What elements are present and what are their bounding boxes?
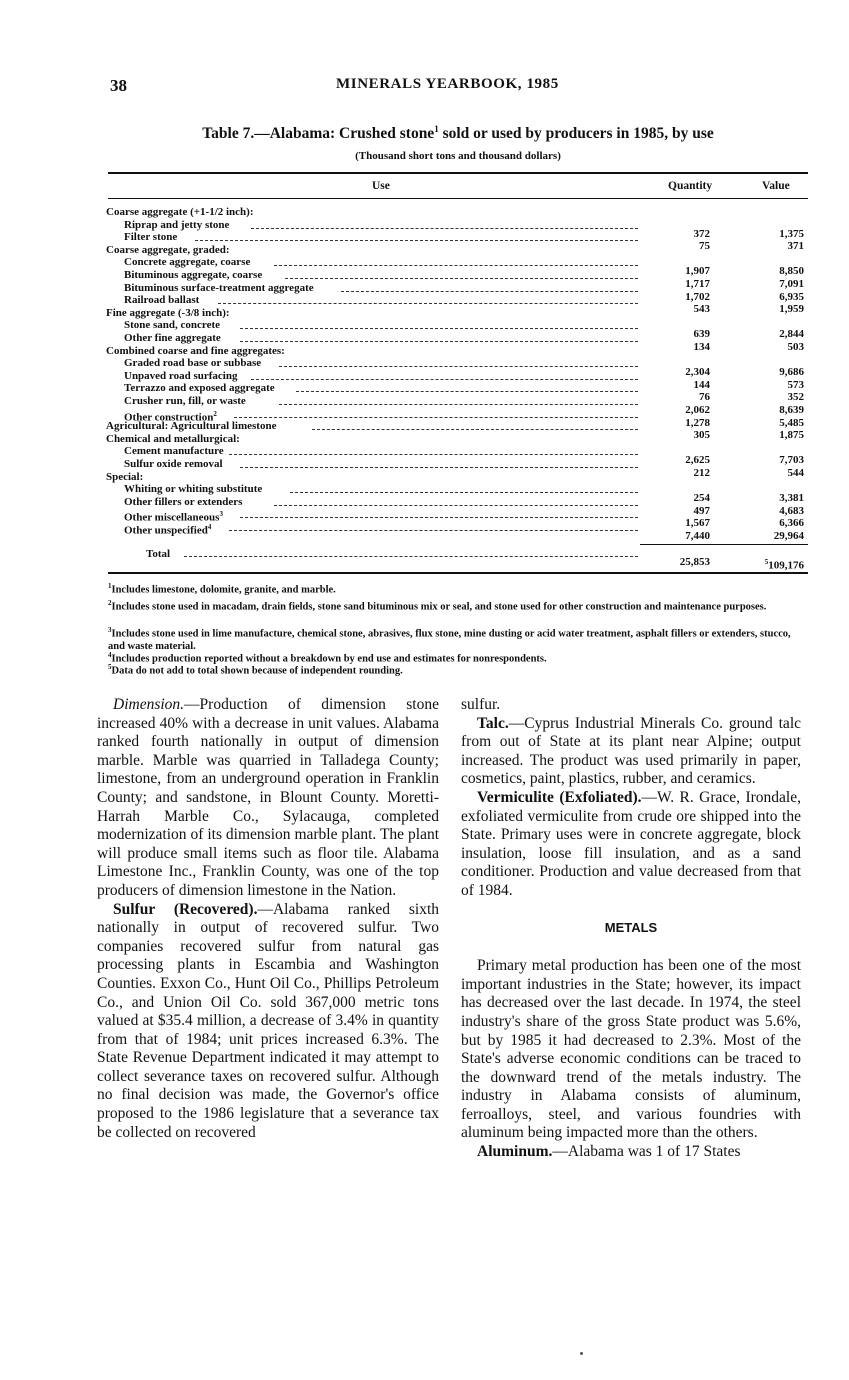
row-label-text: Terrazzo and exposed aggregate bbox=[124, 382, 275, 395]
row-leader bbox=[296, 391, 638, 392]
table-row-label bbox=[124, 395, 246, 407]
row-value: 9,686 bbox=[779, 366, 804, 379]
total-value bbox=[714, 556, 804, 572]
row-leader bbox=[240, 341, 638, 342]
row-value: 7,091 bbox=[779, 278, 804, 290]
running-title: MINERALS YEARBOOK, 1985 bbox=[336, 76, 559, 92]
row-label-text: Bituminous aggregate, coarse bbox=[124, 269, 263, 281]
row-quantity: 2,625 bbox=[685, 454, 710, 467]
page-number: 38 bbox=[110, 76, 127, 95]
footnote-mark: 4 bbox=[108, 651, 112, 659]
table-title bbox=[108, 124, 808, 143]
row-label-text: Fine aggregate (-3/8 inch): bbox=[106, 306, 230, 319]
footnote-5 bbox=[108, 661, 808, 678]
row-leader bbox=[234, 417, 638, 418]
row-value: 3,381 bbox=[779, 492, 804, 505]
row-quantity: 1,702 bbox=[685, 290, 710, 303]
table-header-rule bbox=[108, 198, 808, 199]
footnote-1 bbox=[108, 580, 808, 597]
footnote-text: Includes limestone, dolomite, granite, and marble. bbox=[111, 584, 336, 596]
row-label-text: Other construction bbox=[124, 411, 214, 424]
row-quantity: 144 bbox=[693, 378, 710, 391]
row-value: 29,964 bbox=[773, 530, 804, 542]
table-bottom-rule bbox=[108, 572, 808, 574]
row-label-text: Agricultural: Agricultural limestone bbox=[106, 420, 277, 433]
column-header-quantity: Quantity bbox=[668, 180, 713, 192]
row-leader bbox=[312, 429, 638, 430]
row-leader bbox=[279, 366, 638, 367]
row-leader bbox=[285, 278, 638, 279]
table-row-label bbox=[124, 256, 250, 268]
row-value: 1,959 bbox=[779, 303, 804, 316]
row-quantity: 75 bbox=[699, 240, 710, 253]
footnote-mark: 1 bbox=[108, 582, 112, 590]
row-label-text: Coarse aggregate (+1-1/2 inch): bbox=[106, 206, 254, 218]
table-row-label bbox=[124, 282, 314, 294]
row-label-text: Cement manufacture bbox=[124, 445, 224, 458]
table-group-label bbox=[106, 244, 230, 256]
paragraph-text: —Production of dimension stone increased 40% with a decrease in unit values. Alabama ranked fourth nationally in output of dimension marble. Marble was quarried in Talladega County; limestone, from an underground operation in Franklin County; and sandstone, in Blount County. Moretti-Harrah Marble Co., Sylacauga, completed modernization of its dimension marble plant. The plant will produce small items such as floor tile. Alabama Limestone Inc., Franklin County, was one of the top producers of dimension limestone in the Nation. bbox=[97, 696, 439, 899]
row-quantity: 76 bbox=[699, 391, 710, 404]
row-value: 544 bbox=[787, 467, 804, 479]
total-quantity: 25,853 bbox=[679, 556, 710, 568]
row-value: 1,875 bbox=[779, 429, 804, 442]
row-leader bbox=[251, 228, 638, 229]
row-label-text: Riprap and jetty stone bbox=[124, 218, 230, 231]
table-row-label bbox=[124, 521, 211, 537]
row-value: 503 bbox=[787, 341, 804, 353]
paragraph-sulfur bbox=[97, 901, 439, 1143]
table-row-label bbox=[124, 269, 262, 281]
table-group-label bbox=[106, 307, 230, 319]
table-group-label bbox=[106, 420, 276, 432]
row-leader bbox=[290, 492, 638, 493]
footnote-mark: 3 bbox=[108, 626, 112, 634]
footnote-text: Includes stone used in lime manufacture, chemical stone, abrasives, flux stone, mine dusting or acid water treatment, asphalt fillers or extenders, stucco, and waste material. bbox=[108, 628, 791, 652]
body-column-left bbox=[97, 696, 439, 1142]
row-quantity: 639 bbox=[693, 328, 710, 341]
row-value: 8,850 bbox=[779, 265, 804, 278]
table-title-main: Table 7.—Alabama: Crushed stone bbox=[202, 125, 435, 143]
footnote-text: Includes stone used in macadam, drain fields, stone sand bituminous mix or seal, and stone used for other construction and maintenance purposes. bbox=[111, 601, 767, 613]
row-value: 573 bbox=[787, 378, 804, 391]
row-label-text: Other unspecified bbox=[124, 524, 208, 537]
footnote-mark: 5 bbox=[108, 663, 112, 671]
paragraph-text: —Alabama ranked sixth nationally in output of recovered sulfur. Two companies recovered sulfur from natural gas processing plants in Escambia and Washington Counties. Exxon Co., Hunt Oil Co., Phillips Petroleum Co., and Union Oil Co. sold 367,000 metric tons valued at $35.4 million, a decrease of 3.4% in quantity from that of 1984; unit prices increased 6.3%. The State Revenue Department indicated it may attempt to collect severance taxes on recovered sulfur. Although no final decision was made, the Governor's office proposed to the 1986 legislature that a severance tax be collected on recovered bbox=[97, 900, 439, 1141]
footnote-2 bbox=[108, 597, 808, 614]
row-quantity: 1,278 bbox=[685, 416, 710, 429]
row-leader bbox=[218, 303, 638, 304]
paragraph-sulfur-continued: sulfur. bbox=[461, 696, 501, 713]
row-leader bbox=[279, 404, 638, 405]
row-quantity: 497 bbox=[693, 504, 710, 517]
table-row-label bbox=[124, 382, 275, 394]
paragraph-dimension bbox=[97, 696, 439, 901]
row-label-text: Whiting or whiting substitute bbox=[124, 483, 263, 496]
row-label-text: Other fine aggregate bbox=[124, 332, 221, 344]
paragraph-lead: Dimension. bbox=[113, 696, 185, 713]
table-top-rule bbox=[108, 172, 808, 174]
table-row-label bbox=[124, 357, 261, 369]
table-title-footnote-mark: 1 bbox=[434, 124, 439, 134]
paragraph-text: —W. R. Grace, Irondale, exfoliated vermiculite from crude ore shipped into the State. Primary uses were in concrete aggregate, block insulation, loose fill insulation, and as a sand conditioner. Production and value decreased from that of 1984. bbox=[461, 788, 801, 899]
page-speck bbox=[580, 1352, 583, 1355]
total-label: Total bbox=[146, 548, 171, 560]
table-row-label bbox=[124, 319, 220, 331]
row-value: 6,366 bbox=[779, 517, 804, 530]
row-value: 2,844 bbox=[779, 328, 804, 341]
row-quantity: 2,062 bbox=[685, 404, 710, 416]
row-label-text: Concrete aggregate, coarse bbox=[124, 256, 251, 269]
table-group-label bbox=[106, 471, 143, 483]
row-value: 7,703 bbox=[779, 454, 804, 467]
row-label-text: Special: bbox=[106, 470, 144, 483]
row-value: 1,375 bbox=[779, 227, 804, 240]
row-leader bbox=[251, 379, 638, 380]
paragraph-lead: Vermiculite (Exfoliated). bbox=[477, 788, 642, 806]
paragraph-lead: Aluminum. bbox=[477, 1143, 553, 1161]
row-quantity: 212 bbox=[693, 467, 710, 479]
row-label-text: Sulfur oxide removal bbox=[124, 458, 223, 470]
row-label-text: Other fillers or extenders bbox=[124, 495, 243, 508]
table-row-label bbox=[124, 231, 177, 243]
row-value: 6,935 bbox=[779, 290, 804, 303]
paragraph-aluminum bbox=[461, 1143, 801, 1162]
row-label-text: Crusher run, fill, or waste bbox=[124, 395, 246, 407]
row-quantity: 1,567 bbox=[685, 517, 710, 530]
footnote-text: Data do not add to total shown because of independent rounding. bbox=[111, 665, 403, 677]
total-value-footnote-mark: 5 bbox=[764, 558, 769, 566]
row-value: 5,485 bbox=[779, 416, 804, 429]
body-column-right bbox=[461, 696, 801, 1162]
paragraph-lead: Talc. bbox=[477, 714, 509, 732]
section-heading-metals: METALS bbox=[604, 919, 658, 935]
column-header-use: Use bbox=[372, 180, 390, 192]
row-quantity: 7,440 bbox=[685, 530, 710, 542]
table-group-label bbox=[106, 345, 285, 357]
row-quantity: 134 bbox=[693, 341, 710, 353]
footnote-text: Includes production reported without a breakdown by end use and estimates for nonrespondents. bbox=[111, 653, 547, 665]
footnote-mark: 2 bbox=[108, 599, 112, 607]
row-label-text: Chemical and metallurgical: bbox=[106, 432, 240, 445]
table-row-label bbox=[124, 483, 262, 495]
row-value: 352 bbox=[787, 391, 804, 404]
row-leader bbox=[240, 467, 638, 468]
row-leader bbox=[240, 517, 638, 518]
row-footnote-mark: 3 bbox=[219, 510, 223, 519]
row-leader bbox=[229, 530, 638, 531]
row-leader bbox=[274, 505, 638, 506]
row-footnote-mark: 2 bbox=[213, 409, 217, 418]
paragraph-talc bbox=[461, 715, 801, 789]
table-row-label bbox=[124, 496, 242, 508]
paragraph-metals: Primary metal production has been one of the most important industries in the State; however, its impact has decreased over the last decade. In 1974, the steel industry's share of the gross State product was 5.6%, but by 1985 it had decreased to 2.3%. Most of the State's adverse economic conditions can be traced to the downward trend of the metals industry. The industry in Alabama consists of aluminum, ferroalloys, steel, and various foundries with aluminum being impacted more than the others. bbox=[461, 957, 801, 1142]
table-group-label bbox=[106, 206, 254, 218]
row-label-text: Other miscellaneous bbox=[124, 512, 220, 525]
row-label-text: Coarse aggregate, graded: bbox=[106, 243, 230, 256]
paragraph-text: —Cyprus Industrial Minerals Co. ground talc from out of State at its plant near Alpine; output increased. The product was used primarily in paper, cosmetics, paint, plastics, rubber, and ceramics. bbox=[461, 714, 801, 788]
column-header-value: Value bbox=[762, 180, 790, 192]
row-quantity: 1,907 bbox=[685, 265, 710, 278]
row-quantity: 305 bbox=[693, 429, 710, 442]
paragraph-text: —Alabama was 1 of 17 States bbox=[552, 1143, 741, 1161]
row-label-text: Railroad ballast bbox=[124, 294, 200, 307]
row-quantity: 543 bbox=[693, 303, 710, 316]
table-row-label bbox=[124, 445, 224, 457]
table-row-label bbox=[124, 370, 237, 382]
row-leader bbox=[195, 240, 638, 241]
total-leader bbox=[184, 556, 638, 557]
row-quantity: 1,717 bbox=[685, 278, 710, 290]
total-value-number: 109,176 bbox=[768, 559, 804, 572]
row-label-text: Combined coarse and fine aggregates: bbox=[106, 344, 285, 357]
table-row-label bbox=[124, 219, 229, 231]
row-value: 4,683 bbox=[779, 504, 804, 517]
table-title-rest: sold or used by producers in 1985, by use bbox=[438, 125, 714, 143]
row-leader bbox=[274, 265, 638, 266]
page-header bbox=[108, 76, 808, 98]
paragraph-vermiculite bbox=[461, 789, 801, 901]
paragraph-lead: Sulfur (Recovered). bbox=[113, 900, 258, 918]
table-row-label bbox=[124, 332, 221, 344]
row-footnote-mark: 4 bbox=[207, 523, 212, 531]
table-group-label bbox=[106, 433, 240, 445]
row-label-text: Graded road base or subbase bbox=[124, 357, 262, 370]
row-leader bbox=[229, 454, 638, 455]
total-rule bbox=[640, 544, 808, 545]
table-subtitle: (Thousand short tons and thousand dollars) bbox=[355, 150, 561, 162]
row-value: 371 bbox=[787, 240, 804, 253]
row-label-text: Filter stone bbox=[124, 231, 178, 244]
row-quantity: 372 bbox=[693, 227, 710, 240]
row-quantity: 2,304 bbox=[685, 366, 710, 379]
table-row-label bbox=[124, 458, 223, 470]
row-leader bbox=[341, 291, 638, 292]
row-label-text: Unpaved road surfacing bbox=[124, 369, 238, 382]
row-quantity: 254 bbox=[693, 492, 710, 505]
row-value: 8,639 bbox=[779, 404, 804, 416]
row-label-text: Bituminous surface-treatment aggregate bbox=[124, 281, 314, 294]
row-leader bbox=[240, 328, 638, 329]
table-row-label bbox=[124, 294, 199, 306]
row-label-text: Stone sand, concrete bbox=[124, 319, 221, 332]
